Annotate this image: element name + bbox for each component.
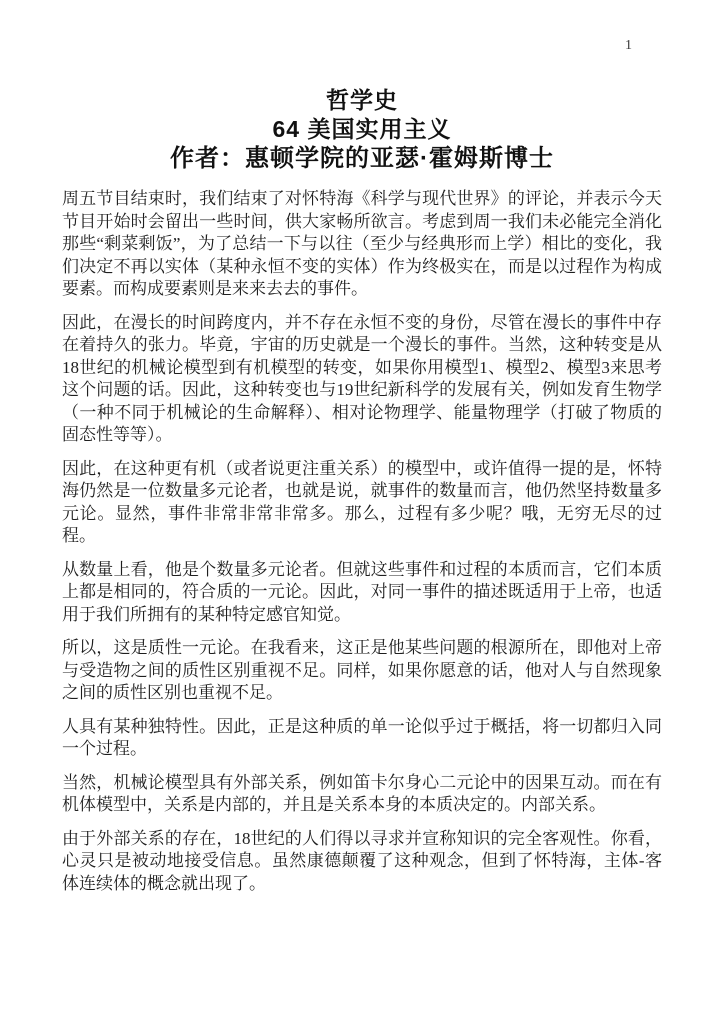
title-line-author: 作者：惠顿学院的亚瑟·霍姆斯博士 <box>170 145 554 172</box>
title-line-series: 哲学史 <box>326 87 398 113</box>
doc-title <box>0 0 724 173</box>
paragraph: 人具有某种独特性。因此，正是这种质的单一论似乎过于概括，将一切都归入同一个过程。 <box>62 716 662 758</box>
page-number: 1 <box>625 38 632 53</box>
paragraph: 周五节目结束时，我们结束了对怀特海《科学与现代世界》的评论，并表示今天节目开始时会留出一些时间，供大家畅所欲言。考虑到周一我们未必能完全消化那些“剩菜剩饭”，为了总结一下与以往（至少与经典形而上学）相比的变化，我们决定不再以实体（某种永恒不变的实体）作为终极实在，而是以过程作为构成要素。而构成要素则是来来去去的事件。 <box>62 189 662 298</box>
paragraph: 从数量上看，他是个数量多元论者。但就这些事件和过程的本质而言，它们本质上都是相同的，符合质的一元论。因此，对同一事件的描述既适用于上帝，也适用于我们所拥有的某种特定感官知觉。 <box>62 559 662 624</box>
paragraph: 因此，在这种更有机（或者说更注重关系）的模型中，或许值得一提的是，怀特海仍然是一位数量多元论者，也就是说，就事件的数量而言，他仍然坚持数量多元论。显然，事件非常非常非常多。那么，过程有多少呢？哦，无穷无尽的过程。 <box>62 458 662 545</box>
paragraph: 因此，在漫长的时间跨度内，并不存在永恒不变的身份，尽管在漫长的事件中存在着持久的张力。毕竟，宇宙的历史就是一个漫长的事件。当然，这种转变是从18世纪的机械论模型到有机模型的转变，如果你用模型1、模型2、模型3来思考这个问题的话。因此，这种转变也与19世纪新科学的发展有关，例如发育生物学（一种不同于机械论的生命解释）、相对论物理学、能量物理学（打破了物质的固态性等等）。 <box>62 312 662 444</box>
paragraph: 由于外部关系的存在，18世纪的人们得以寻求并宣称知识的完全客观性。你看，心灵只是被动地接受信息。虽然康德颠覆了这种观念，但到了怀特海，主体-客体连续体的概念就出现了。 <box>62 828 662 893</box>
paragraph: 当然，机械论模型具有外部关系，例如笛卡尔身心二元论中的因果互动。而在有机体模型中，关系是内部的，并且是关系本身的本质决定的。内部关系。 <box>62 772 662 814</box>
document-body <box>62 188 662 895</box>
title-line-lecture: 64 美国实用主义 <box>272 116 452 142</box>
paragraph: 所以，这是质性一元论。在我看来，这正是他某些问题的根源所在，即他对上帝与受造物之间的质性区别重视不足。同样，如果你愿意的话，他对人与自然现象之间的质性区别也重视不足。 <box>62 638 662 702</box>
